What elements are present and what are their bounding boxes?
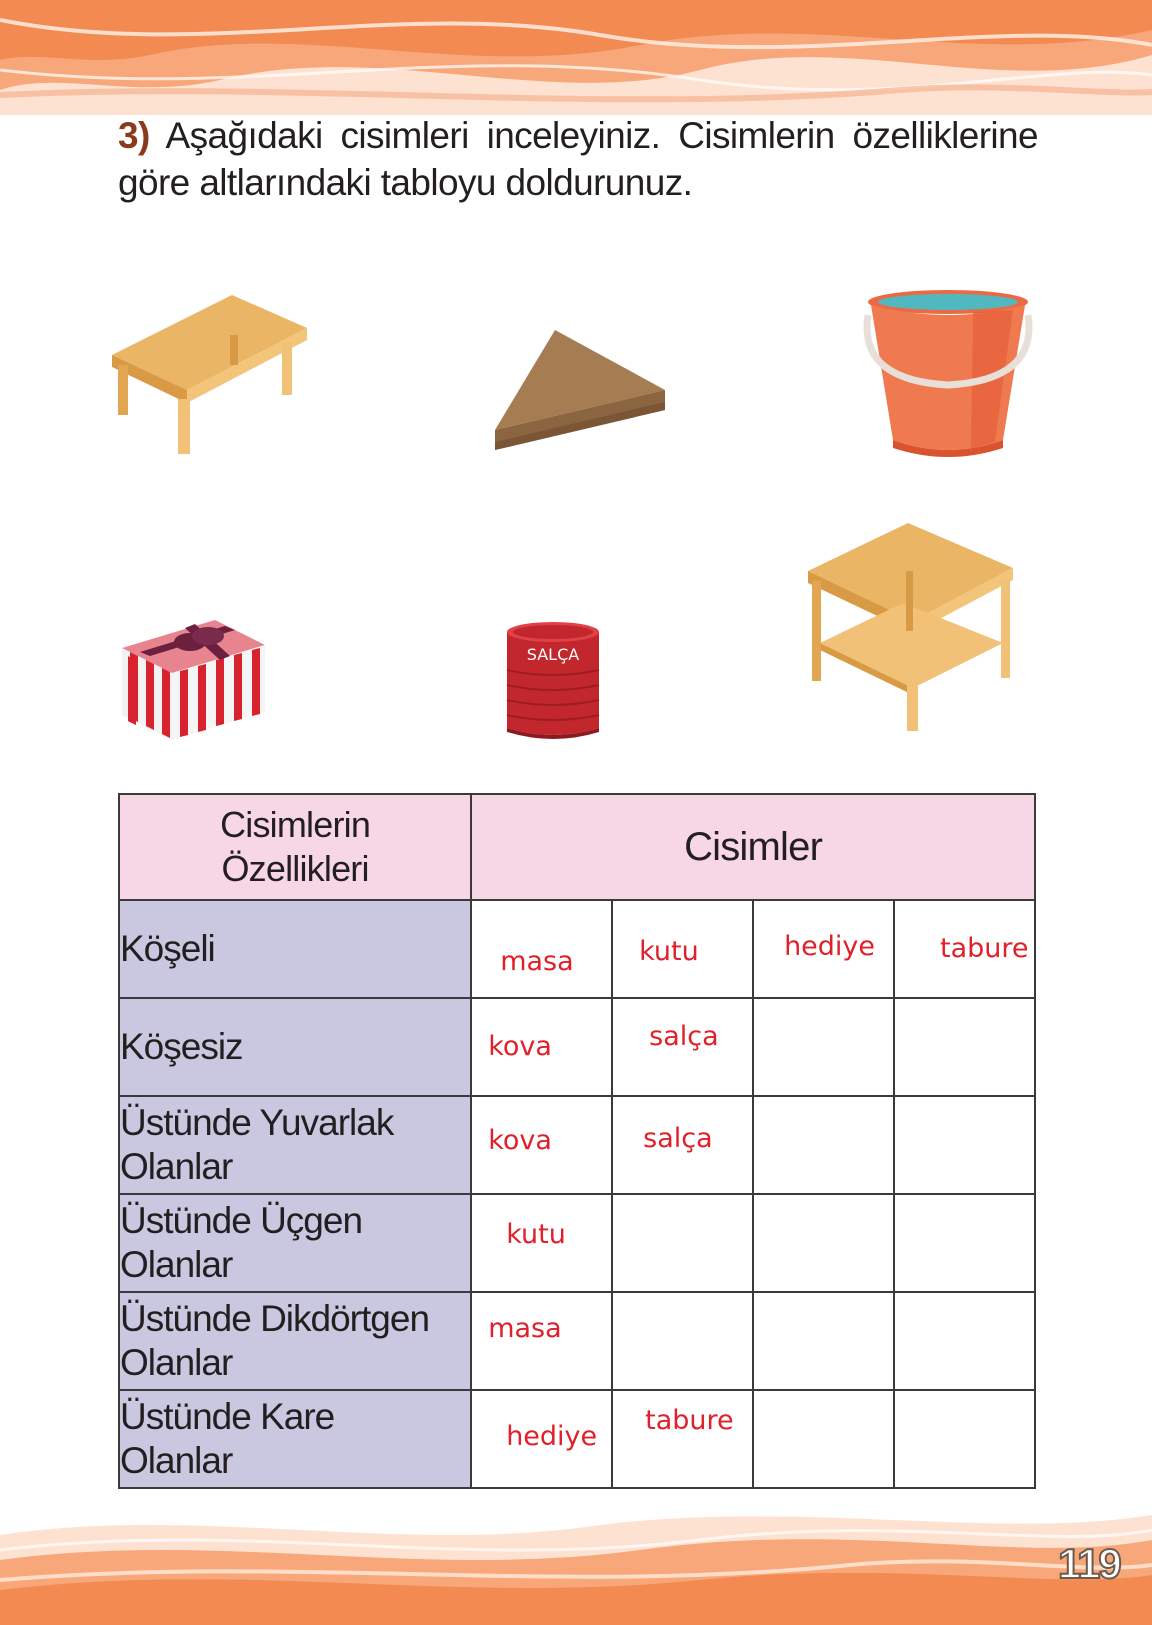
row-label	[119, 1096, 471, 1194]
objects-header: Cisimler	[471, 794, 1035, 900]
handwritten-answer: kutu	[639, 936, 699, 967]
answer-cell[interactable]	[471, 998, 612, 1096]
row-label-line2: Olanlar	[120, 1440, 233, 1481]
table-row	[119, 998, 1035, 1096]
question-text-block	[118, 112, 1038, 206]
cake-slice-icon	[495, 330, 670, 465]
question	[118, 112, 1038, 206]
handwritten-answer: salça	[649, 1021, 719, 1052]
row-label	[119, 1292, 471, 1390]
tomato-paste-can-icon	[505, 620, 605, 740]
row-label-line1: Üstünde Yuvarlak	[120, 1102, 394, 1143]
handwritten-answer: kova	[488, 1125, 552, 1156]
answer-cell[interactable]	[753, 1194, 894, 1292]
answer-cell[interactable]	[894, 1390, 1035, 1488]
answer-cell[interactable]	[894, 900, 1035, 998]
handwritten-answer: kova	[488, 1031, 552, 1062]
can-label: SALÇA	[526, 645, 580, 664]
gift-box-icon	[120, 620, 270, 745]
answer-cell[interactable]	[753, 1292, 894, 1390]
properties-header	[119, 794, 471, 900]
answer-cell[interactable]	[471, 1194, 612, 1292]
properties-table	[118, 793, 1036, 1489]
row-label	[119, 1390, 471, 1488]
table-row	[119, 1096, 1035, 1194]
handwritten-answer: tabure	[645, 1405, 734, 1436]
handwritten-answer: masa	[488, 1313, 562, 1344]
answer-cell[interactable]	[612, 998, 753, 1096]
table-row	[119, 1194, 1035, 1292]
row-label	[119, 900, 471, 998]
answer-cell[interactable]	[471, 900, 612, 998]
row-label	[119, 1194, 471, 1292]
answer-cell[interactable]	[612, 1194, 753, 1292]
answer-cell[interactable]	[471, 1292, 612, 1390]
answer-cell[interactable]	[894, 1194, 1035, 1292]
row-label-line2: Olanlar	[120, 1244, 233, 1285]
answer-cell[interactable]	[753, 998, 894, 1096]
page-number: 119	[1058, 1540, 1120, 1587]
handwritten-answer: masa	[500, 946, 574, 977]
properties-header-line1: Cisimlerin	[220, 804, 371, 845]
row-label-line1: Köşesiz	[120, 1026, 243, 1067]
answer-cell[interactable]	[753, 1390, 894, 1488]
handwritten-answer: hediye	[784, 931, 876, 962]
answer-cell[interactable]	[612, 900, 753, 998]
row-label-line1: Köşeli	[120, 928, 215, 969]
answer-cell[interactable]	[612, 1292, 753, 1390]
row-label	[119, 998, 471, 1096]
question-text: Aşağıdaki cisimleri inceleyiniz. Cisimlerin özelliklerine göre altlarındaki tabloyu doldurunuz.	[118, 115, 1039, 203]
bucket-icon	[863, 290, 1038, 460]
table-row	[119, 1292, 1035, 1390]
table-header-row	[119, 794, 1035, 900]
handwritten-answer: hediye	[506, 1421, 598, 1452]
row-label-line1: Üstünde Dikdörtgen	[120, 1298, 430, 1339]
table-row	[119, 900, 1035, 998]
stool-icon	[808, 523, 1018, 733]
properties-header-line2: Özellikleri	[221, 848, 369, 889]
row-label-line2: Olanlar	[120, 1146, 233, 1187]
answer-cell[interactable]	[471, 1390, 612, 1488]
answer-cell[interactable]	[894, 1292, 1035, 1390]
answer-cell[interactable]	[612, 1096, 753, 1194]
table-row	[119, 1390, 1035, 1488]
handwritten-answer: salça	[643, 1123, 713, 1154]
answer-cell[interactable]	[612, 1390, 753, 1488]
top-wave-decoration	[0, 0, 1152, 115]
question-number: 3)	[118, 115, 150, 156]
row-label-line1: Üstünde Kare	[120, 1396, 335, 1437]
row-label-line1: Üstünde Üçgen	[120, 1200, 363, 1241]
answer-cell[interactable]	[753, 1096, 894, 1194]
bottom-wave-decoration	[0, 1495, 1152, 1625]
row-label-line2: Olanlar	[120, 1342, 233, 1383]
answer-cell[interactable]	[894, 1096, 1035, 1194]
table-icon	[112, 295, 312, 460]
answer-cell[interactable]	[753, 900, 894, 998]
answer-cell[interactable]	[471, 1096, 612, 1194]
answer-cell[interactable]	[894, 998, 1035, 1096]
handwritten-answer: kutu	[506, 1219, 566, 1250]
handwritten-answer: tabure	[940, 933, 1029, 964]
